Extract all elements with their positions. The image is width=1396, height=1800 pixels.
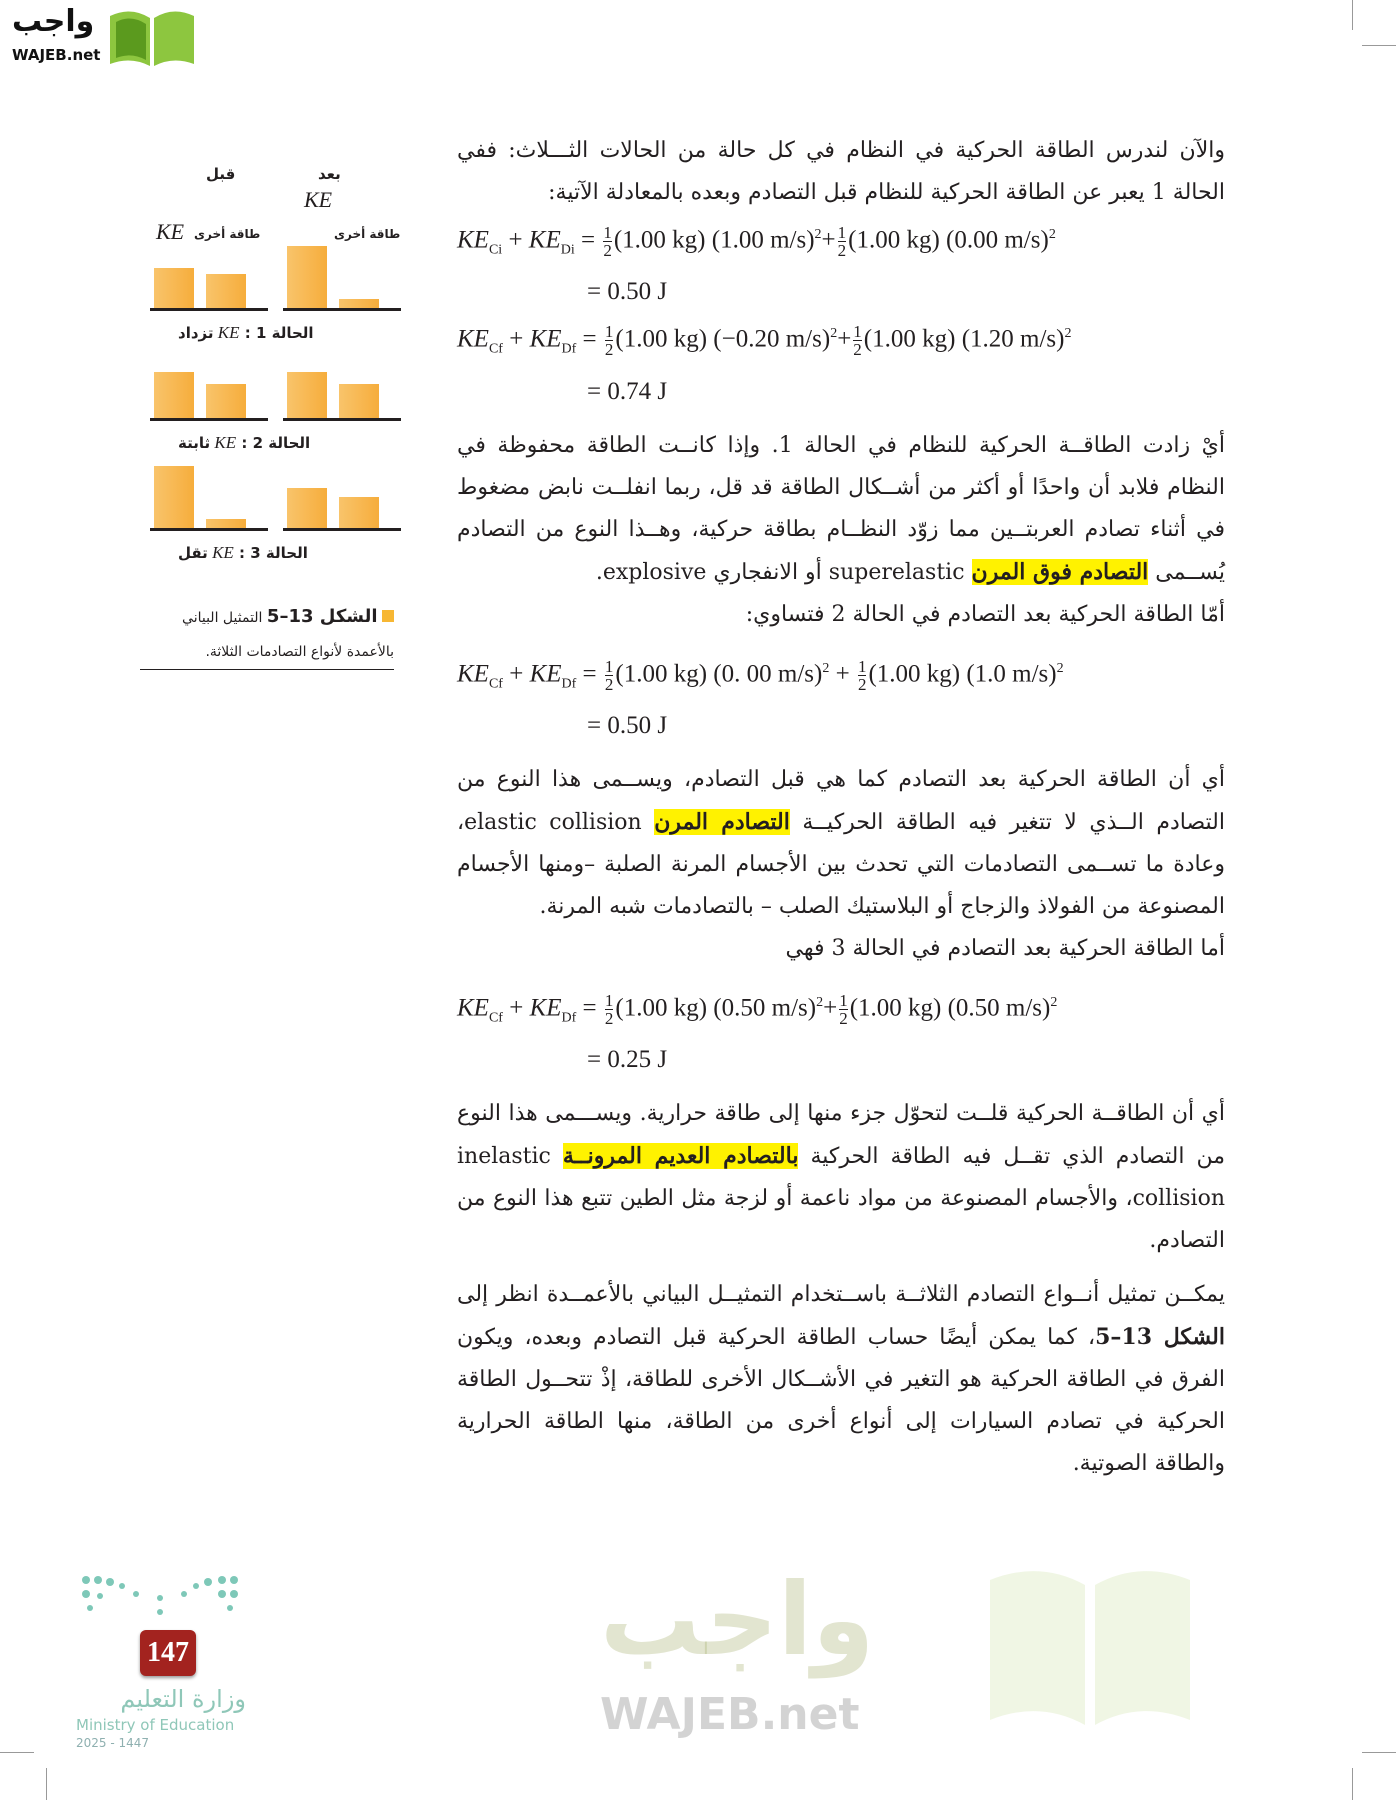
case-1-label: الحالة 1 : KE تزداد <box>178 323 314 342</box>
case-3-before-chart <box>150 469 268 531</box>
crop-mark <box>46 1768 47 1800</box>
other-bar <box>339 299 379 308</box>
case-1-after-chart <box>283 249 401 311</box>
before-label: قبل <box>206 165 236 183</box>
paragraph-6: أي أن الطاقــة الحركية قلــت لتحوّل جزء منها إلى طاقة حرارية. ويســـمى هذا النوع من التصادم الذي تقــل فيه الطاقة الحركية بالتصادم العديم المرونــة inelastic collision، والأجسام المصنوعة من مواد ناعمة أو لزجة مثل الطين تتبع هذا النوع من التصادم. <box>457 1101 1225 1254</box>
case-1-before-chart <box>150 249 268 311</box>
page-number: 147 <box>140 1630 196 1676</box>
ke-bar <box>287 372 327 419</box>
crop-mark <box>1352 0 1353 30</box>
ke-bar <box>154 268 194 308</box>
wajeb-logo <box>10 4 190 68</box>
ke-bar <box>154 372 194 419</box>
equation-1-result: = 0.50 J <box>587 278 668 306</box>
ministry-dots-icon <box>76 1572 246 1622</box>
caption-title: الشكل 13–5 <box>266 606 378 627</box>
crop-mark <box>1362 1752 1396 1753</box>
equation-4-result: = 0.25 J <box>587 1046 668 1074</box>
ke-label-before: KE <box>156 219 185 244</box>
case-3-label: الحالة 3 : KE تقل <box>178 543 308 562</box>
case-2-before-chart <box>150 359 268 421</box>
equation-3-result: = 0.50 J <box>587 711 668 739</box>
paragraph-5: أما الطاقة الحركية بعد التصادم في الحالة 3 فهي <box>785 935 1225 961</box>
paragraph-7: يمكــن تمثيل أنــواع التصادم الثلاثــة باســتخدام التمثيــل البياني بالأعمــدة انظر إلى الشكل 13–5، كما يمكن أيضًا حساب الطاقة الحركية قبل التصادم وبعده، ويكون الفرق في الطاقة الحركية هو التغير في الأشــكال الأخرى للطاقة، إذْ تتحــول الطاقة الحركية في تصادم السيارات إلى أنواع أخرى من الطاقة، منها الطاقة الحرارية والطاقة الصوتية. <box>457 1282 1225 1477</box>
other-bar <box>206 519 246 528</box>
main-text <box>457 130 1225 1485</box>
ministry-english: Ministry of Education <box>76 1716 235 1734</box>
paragraph-1: والآن لندرس الطاقة الحركية في النظام في كل حالة من الحالات الثـــلاث: ففي الحالة 1 يعبر عن الطاقة الحركية للنظام قبل التصادم وبعده بالمعادلة الآتية: <box>457 138 1225 205</box>
equation-1: $KE_{Ci} + KE_{Di}$ = $\frac{1}{2}$ (1.00 kg) (1.00 m/s)$^2$+ $\frac{1}{2}$ (1.00 kg) (0.00 m/s)$^2$ <box>457 223 1056 261</box>
figure-caption <box>140 600 394 670</box>
ke-bar <box>287 488 327 528</box>
other-bar <box>339 497 379 528</box>
caption-text: التمثيل البياني <box>182 610 263 626</box>
term-elastic: التصادم المرن <box>654 808 790 835</box>
after-label: بعد <box>318 165 341 183</box>
equation-4: $KE_{Cf} + KE_{Df}$ = $\frac{1}{2}$ (1.00 kg) (0.50 m/s)$^2$+ $\frac{1}{2}$ (1.00 kg) (0.50 m/s)$^2$ <box>457 991 1058 1029</box>
equation-3: $KE_{Cf} + KE_{Df}$ = $\frac{1}{2}$ (1.00 kg) (0. 00 m/s)$^2$ + $\frac{1}{2}$ (1.00 kg) (1.0 m/s)$^2$ <box>457 656 1064 694</box>
case-3-after-chart <box>283 469 401 531</box>
paragraph-2: أيْ زادت الطاقــة الحركية للنظام في الحالة 1. وإذا كانــت الطاقة محفوظة في النظام فلابد أن واحدًا أو أكثر من أشــكال الطاقة قد قل، ربما انفلــت نابض مضغوط في أثناء تصادم العربتــين مما زوّد النظــام بطاقة حركية، وهــذا النوع من التصادم يُســمى التصادم فوق المرن superelastic أو الانفجاري explosive. <box>457 432 1225 585</box>
book-icon <box>106 6 198 68</box>
watermark-latin: WAJEB.net <box>600 1689 860 1740</box>
case-2-label: الحالة 2 : KE ثابتة <box>178 433 311 452</box>
caption-line2: بالأعمدة لأنواع التصادمات الثلاثة. <box>205 644 394 660</box>
logo-latin: WAJEB.net <box>12 46 101 64</box>
ministry-year: 2025 - 1447 <box>76 1736 150 1750</box>
watermark-book-icon <box>980 1560 1200 1730</box>
figure-reference: الشكل 13–5 <box>1095 1324 1225 1351</box>
ministry-arabic: وزارة التعليم <box>120 1685 246 1713</box>
logo-arabic: واجب <box>12 4 95 39</box>
figure-13-5 <box>138 165 403 585</box>
other-energy-label-after: طاقة أخرى <box>334 227 401 241</box>
watermark-arabic: واجب <box>600 1561 875 1678</box>
term-inelastic: بالتصادم العديم المرونــة <box>562 1143 799 1170</box>
ke-label-after: KE <box>304 187 333 212</box>
other-energy-label-before: طاقة أخرى <box>194 227 261 241</box>
equation-2-result: = 0.74 J <box>587 377 668 405</box>
crop-mark <box>0 1752 34 1753</box>
equation-2: $KE_{Cf} + KE_{Df}$ = $\frac{1}{2}$ (1.00 kg) (−0.20 m/s)$^2$+ $\frac{1}{2}$ (1.00 kg) (1.20 m/s)$^2$ <box>457 322 1072 360</box>
caption-bullet-icon <box>382 610 394 622</box>
crop-mark <box>1362 45 1396 46</box>
paragraph-3: أمّا الطاقة الحركية بعد التصادم في الحالة 2 فتساوي: <box>745 601 1225 627</box>
case-2-after-chart <box>283 359 401 421</box>
other-bar <box>339 384 379 418</box>
term-superelastic: التصادم فوق المرن <box>971 558 1149 585</box>
ke-bar <box>154 466 194 528</box>
ke-bar <box>287 246 327 308</box>
crop-mark <box>1352 1768 1353 1800</box>
other-bar <box>206 274 246 308</box>
other-bar <box>206 384 246 418</box>
paragraph-4: أي أن الطاقة الحركية بعد التصادم كما هي قبل التصادم، ويســمى هذا النوع من التصادم الــذي لا تتغير فيه الطاقة الحركيــة التصادم المرن elastic collision، وعادة ما تســمى التصادمات التي تحدث بين الأجسام المرنة الصلبة –ومنها الأجسام المصنوعة من الفولاذ والزجاج أو البلاستيك الصلب – بالتصادمات شبه المرنة. <box>457 766 1225 919</box>
